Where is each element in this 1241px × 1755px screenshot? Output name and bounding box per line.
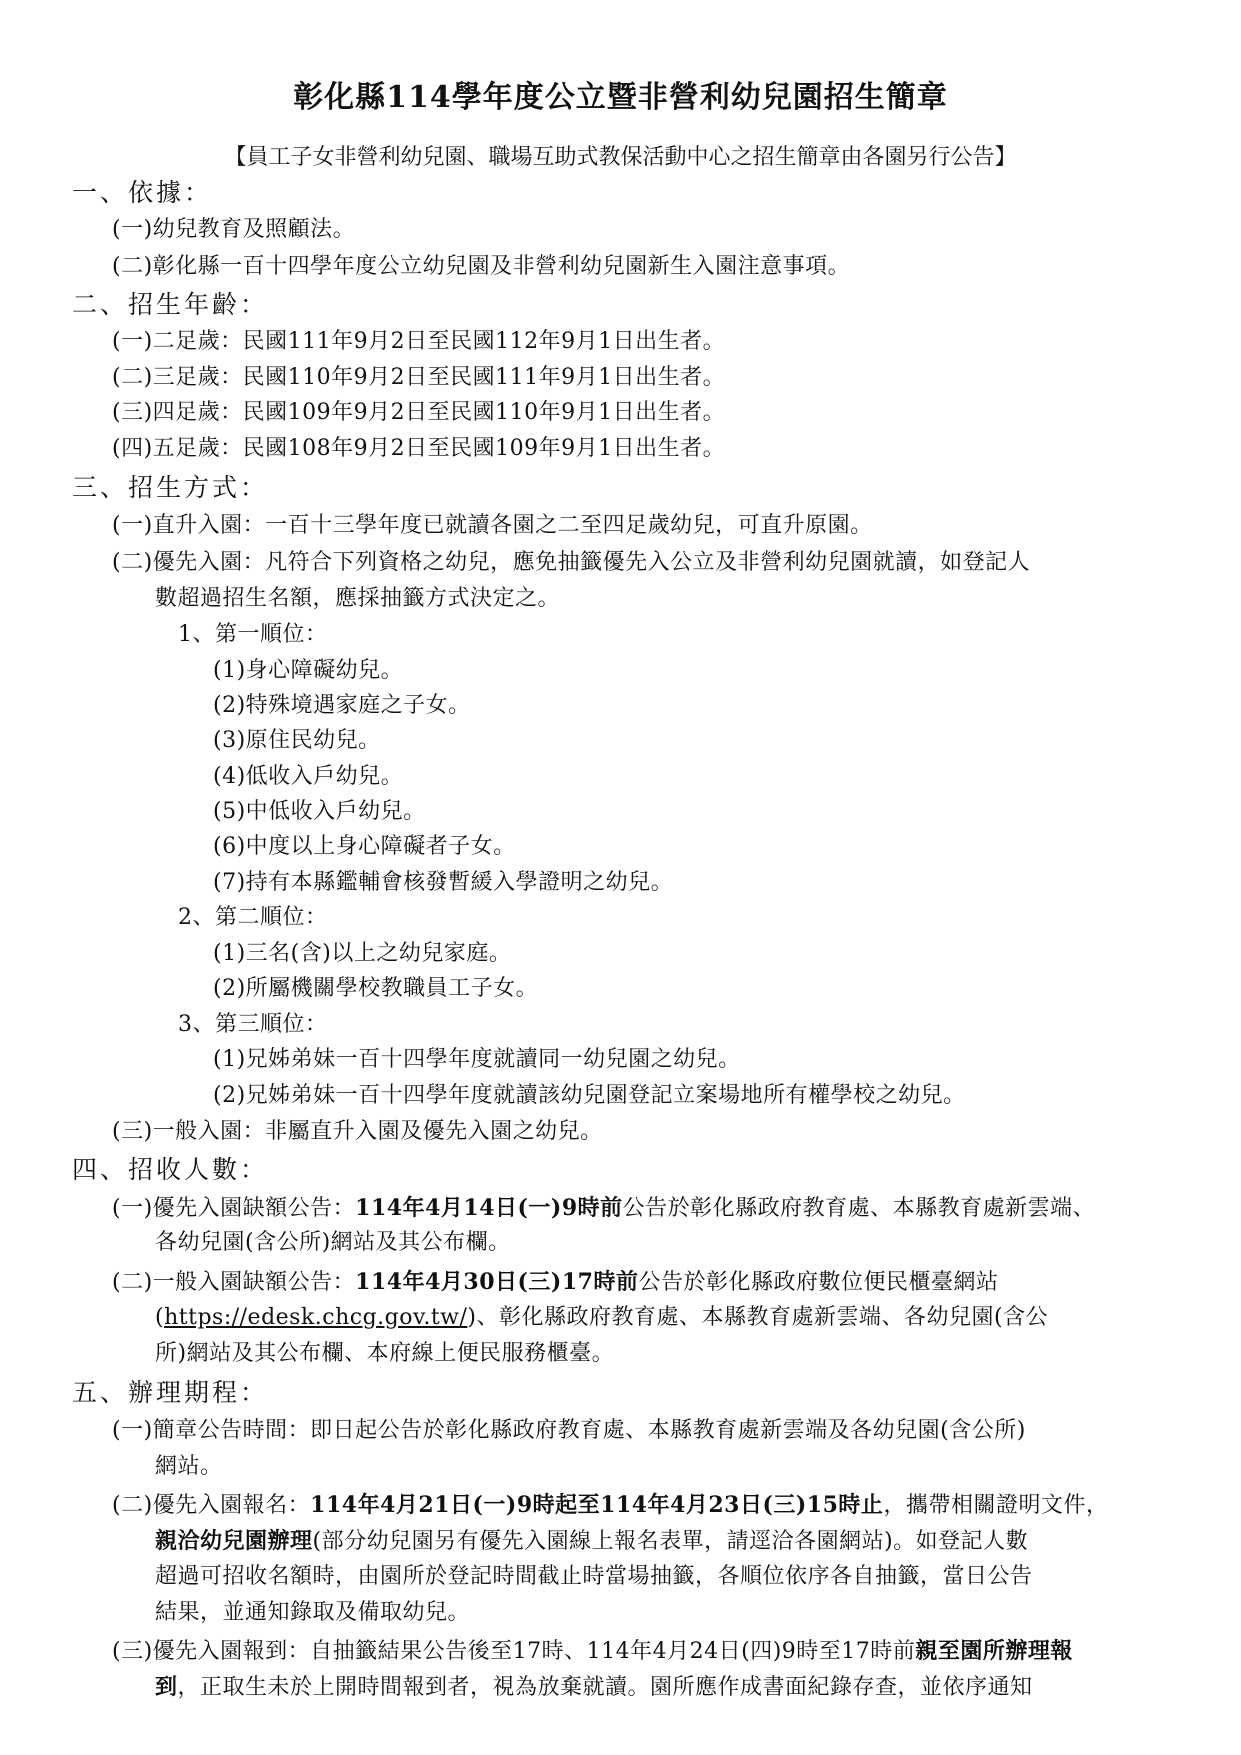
document-note: 【員工子女非營利幼兒園、職場互助式教保活動中心之招生簡章由各園另行公告】 <box>224 145 1017 170</box>
list-item: (二)彰化縣一百十四學年度公立幼兒園及非營利幼兒園新生入園注意事項。 <box>112 254 851 279</box>
list-item <box>112 1636 1073 1667</box>
list-item: (2)兄姊弟妹一百十四學年度就讀該幼兒園登記立案場地所有權學校之幼兒。 <box>213 1083 966 1108</box>
list-item: (6)中度以上身心障礙者子女。 <box>213 834 516 859</box>
list-item: (1)兄姊弟妹一百十四學年度就讀同一幼兒園之幼兒。 <box>213 1047 741 1072</box>
list-item: (二)優先入園：凡符合下列資格之幼兒，應免抽籤優先入公立及非營利幼兒園就讀，如登記人 <box>112 550 1031 575</box>
emphasis-text: 到 <box>155 1674 178 1700</box>
list-item: (7)持有本縣鑑輔會核發暫緩入學證明之幼兒。 <box>213 870 674 895</box>
list-item: (三)一般入園：非屬直升入園及優先入園之幼兒。 <box>112 1119 603 1144</box>
list-item: (4)低收入戶幼兒。 <box>213 764 404 789</box>
list-item: (一)幼兒教育及照顧法。 <box>112 217 356 242</box>
item-label: (二)優先入園報名： <box>112 1493 311 1518</box>
list-item: (1)身心障礙幼兒。 <box>213 658 404 683</box>
list-item: (四)五足歲：民國108年9月2日至民國109年9月1日出生者。 <box>112 436 726 461</box>
section-heading-method: 三、招生方式： <box>72 473 269 502</box>
deadline-text: 114年4月21日(一)9時起至114年4月23日(三)15時止 <box>310 1492 884 1518</box>
item-text: (三)優先入園報到：自抽籤結果公告後至17時、114年4月24日(四)9時至17時前 <box>112 1639 916 1664</box>
item-text: 公告於彰化縣政府教育處、本縣教育處新雲端、 <box>622 1196 1096 1221</box>
list-item: (一)簡章公告時間：即日起公告於彰化縣政府教育處、本縣教育處新雲端及各幼兒園(含公所) <box>112 1418 1026 1443</box>
list-item <box>112 1193 1095 1224</box>
list-item <box>112 1490 1108 1521</box>
list-item-continued: 網站。 <box>155 1454 223 1479</box>
item-label: (一)優先入園缺額公告： <box>112 1196 356 1221</box>
section-heading-age: 二、招生年齡： <box>72 290 269 319</box>
list-item: (三)四足歲：民國109年9月2日至民國110年9月1日出生者。 <box>112 400 726 425</box>
item-label: (二)一般入園缺額公告： <box>112 1270 356 1295</box>
list-item-continued: 結果，並通知錄取及備取幼兒。 <box>155 1600 471 1625</box>
emphasis-text: 親至園所辦理報 <box>915 1638 1073 1664</box>
item-text: 公告於彰化縣政府數位便民櫃臺網站 <box>638 1270 999 1295</box>
priority-heading: 2、第二順位： <box>178 905 328 930</box>
list-item: (2)特殊境遇家庭之子女。 <box>213 693 471 718</box>
list-item-continued <box>155 1303 1048 1333</box>
list-item-continued <box>155 1526 1028 1557</box>
edesk-link[interactable]: https://edesk.chcg.gov.tw/ <box>164 1305 468 1330</box>
list-item: (3)原住民幼兒。 <box>213 728 381 753</box>
section-heading-quota: 四、招收人數： <box>72 1155 269 1184</box>
list-item-continued: 各幼兒園(含公所)網站及其公布欄。 <box>155 1230 511 1255</box>
item-text: )、彰化縣政府教育處、本縣教育處新雲端、各幼兒園(含公 <box>467 1305 1049 1330</box>
priority-heading: 1、第一順位： <box>178 622 328 647</box>
document-title: 彰化縣114學年度公立暨非營利幼兒園招生簡章 <box>293 80 948 115</box>
paren-open: ( <box>155 1305 165 1330</box>
deadline-text: 114年4月30日(三)17時前 <box>355 1269 639 1295</box>
list-item <box>112 1267 998 1298</box>
list-item-continued: 數超過招生名額，應採抽籤方式決定之。 <box>155 586 561 611</box>
list-item-continued: 超過可招收名額時，由園所於登記時間截止時當場抽籤，各順位依序各自抽籤，當日公告 <box>155 1564 1033 1589</box>
item-text: ，攜帶相關證明文件， <box>883 1493 1109 1518</box>
priority-heading: 3、第三順位： <box>178 1012 328 1037</box>
item-text: ，正取生未於上開時間報到者，視為放棄就讀。園所應作成書面紀錄存查，並依序通知 <box>177 1675 1033 1700</box>
item-text: (部分幼兒園另有優先入園線上報名表單，請逕洽各園網站)。如登記人數 <box>312 1529 1029 1554</box>
list-item-continued <box>155 1672 1033 1703</box>
emphasis-text: 親洽幼兒園辦理 <box>155 1528 313 1554</box>
list-item: (5)中低收入戶幼兒。 <box>213 799 426 824</box>
list-item: (2)所屬機關學校教職員工子女。 <box>213 976 539 1001</box>
list-item-continued: 所)網站及其公布欄、本府線上便民服務櫃臺。 <box>155 1341 615 1366</box>
list-item: (1)三名(含)以上之幼兒家庭。 <box>213 941 512 966</box>
list-item: (一)直升入園：一百十三學年度已就讀各園之二至四足歲幼兒，可直升原園。 <box>112 513 873 538</box>
list-item: (一)二足歲：民國111年9月2日至民國112年9月1日出生者。 <box>112 329 726 354</box>
deadline-text: 114年4月14日(一)9時前 <box>355 1195 623 1221</box>
section-heading-schedule: 五、辦理期程： <box>72 1378 269 1407</box>
section-heading-basis: 一、依據： <box>72 178 213 207</box>
list-item: (二)三足歲：民國110年9月2日至民國111年9月1日出生者。 <box>112 365 726 390</box>
